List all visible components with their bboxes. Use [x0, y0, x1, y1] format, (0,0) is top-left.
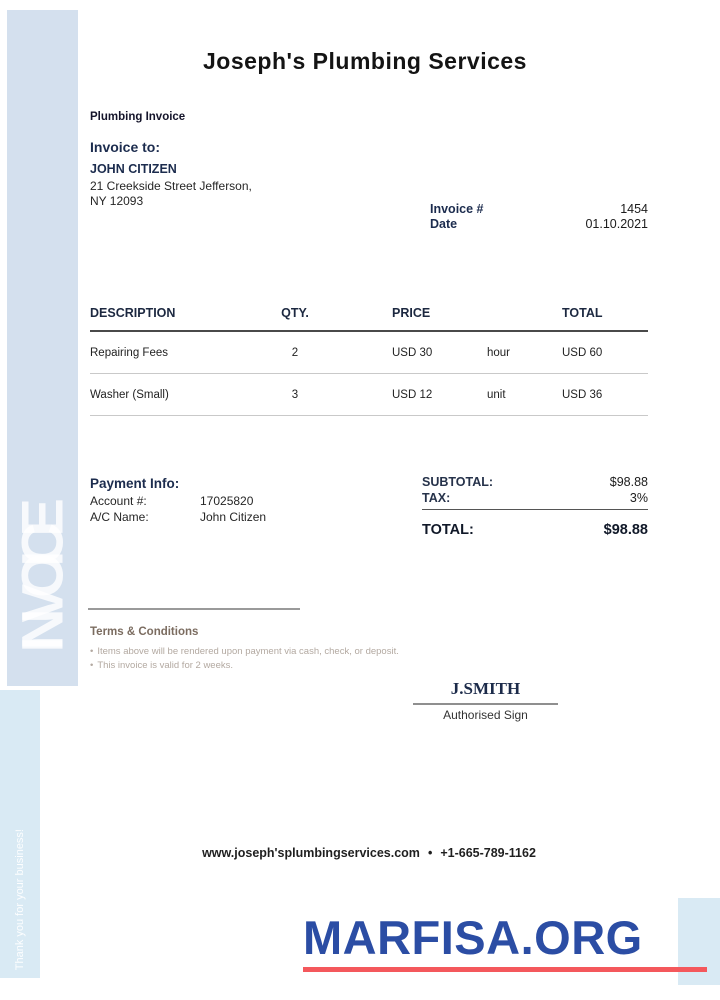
table-row — [90, 374, 648, 416]
bullet-icon: • — [90, 660, 94, 671]
item-total: USD 60 — [562, 346, 603, 359]
header-price: PRICE — [392, 306, 431, 320]
bill-to-name: JOHN CITIZEN — [90, 162, 177, 176]
grand-total-label: TOTAL: — [422, 522, 474, 538]
website-text: www.joseph'splumbingservices.com — [202, 846, 420, 860]
tax-label: TAX: — [422, 491, 451, 505]
account-name-value: John Citizen — [200, 510, 267, 524]
account-name-row — [90, 509, 266, 525]
separator-dot: • — [427, 846, 433, 860]
invoice-watermark-text: INVOICE — [10, 511, 75, 652]
account-number-label: Account #: — [90, 494, 147, 508]
item-price: USD 12 — [392, 388, 433, 401]
terms-item-text: Items above will be rendered upon payment via cash, check, or deposit. — [97, 646, 399, 657]
table-header-row — [90, 306, 648, 332]
brand-underline — [303, 967, 707, 972]
left-accent-panel — [7, 10, 78, 686]
footer-contact — [90, 846, 648, 860]
account-number-row — [90, 493, 266, 509]
grand-total-value: $98.88 — [603, 522, 648, 538]
terms-item-text: This invoice is valid for 2 weeks. — [97, 660, 234, 671]
invoice-date-value: 01.10.2021 — [585, 217, 648, 231]
payment-info-heading: Payment Info: — [90, 476, 180, 491]
tax-value: 3% — [629, 491, 648, 505]
document-type-label: Plumbing Invoice — [90, 111, 186, 123]
bill-to-address-line2: NY 12093 — [90, 194, 144, 208]
header-qty: QTY. — [281, 306, 309, 320]
header-total: TOTAL — [562, 306, 603, 320]
item-total: USD 36 — [562, 388, 603, 401]
subtotal-row — [422, 474, 648, 490]
tax-row — [422, 490, 648, 506]
invoice-meta — [430, 202, 648, 232]
account-number-value: 17025820 — [200, 494, 254, 508]
table-row — [90, 332, 648, 374]
company-title: Joseph's Plumbing Services — [203, 48, 527, 74]
totals-summary — [422, 474, 648, 538]
invoice-date-label: Date — [430, 217, 458, 231]
terms-item — [90, 645, 450, 659]
signature-block — [413, 679, 558, 722]
item-description: Repairing Fees — [90, 346, 168, 359]
grand-total-row — [422, 522, 648, 538]
header-description: DESCRIPTION — [90, 306, 176, 320]
phone-text: +1-665-789-1162 — [440, 846, 536, 860]
bullet-icon: • — [90, 646, 94, 657]
account-name-label: A/C Name: — [90, 510, 149, 524]
item-price: USD 30 — [392, 346, 433, 359]
item-description: Washer (Small) — [90, 388, 169, 401]
item-qty: 2 — [291, 346, 299, 359]
subtotal-value: $98.88 — [609, 475, 648, 489]
signature-name: J.SMITH — [413, 679, 558, 705]
brand-logo — [303, 912, 707, 972]
totals-divider — [422, 509, 648, 510]
terms-heading: Terms & Conditions — [90, 626, 199, 638]
item-unit: hour — [487, 346, 511, 359]
terms-and-conditions — [90, 626, 450, 673]
terms-item — [90, 659, 450, 673]
invoice-number-value: 1454 — [620, 202, 648, 216]
invoice-number-label: Invoice # — [430, 202, 484, 216]
item-unit: unit — [487, 388, 506, 401]
item-qty: 3 — [291, 388, 299, 401]
thanks-strip — [0, 690, 40, 978]
thanks-text: Thank you for your business! — [14, 828, 26, 970]
terms-divider-line — [88, 608, 300, 610]
brand-site-name: MARFISA.ORG — [303, 911, 643, 964]
payment-info — [90, 476, 266, 525]
subtotal-label: SUBTOTAL: — [422, 475, 494, 489]
signature-caption: Authorised Sign — [443, 708, 528, 722]
line-items-table — [90, 306, 648, 416]
invoice-number-row — [430, 202, 648, 217]
bill-to-heading: Invoice to: — [90, 139, 161, 155]
invoice-date-row — [430, 217, 648, 232]
bill-to-address-line1: 21 Creekside Street Jefferson, — [90, 179, 252, 193]
